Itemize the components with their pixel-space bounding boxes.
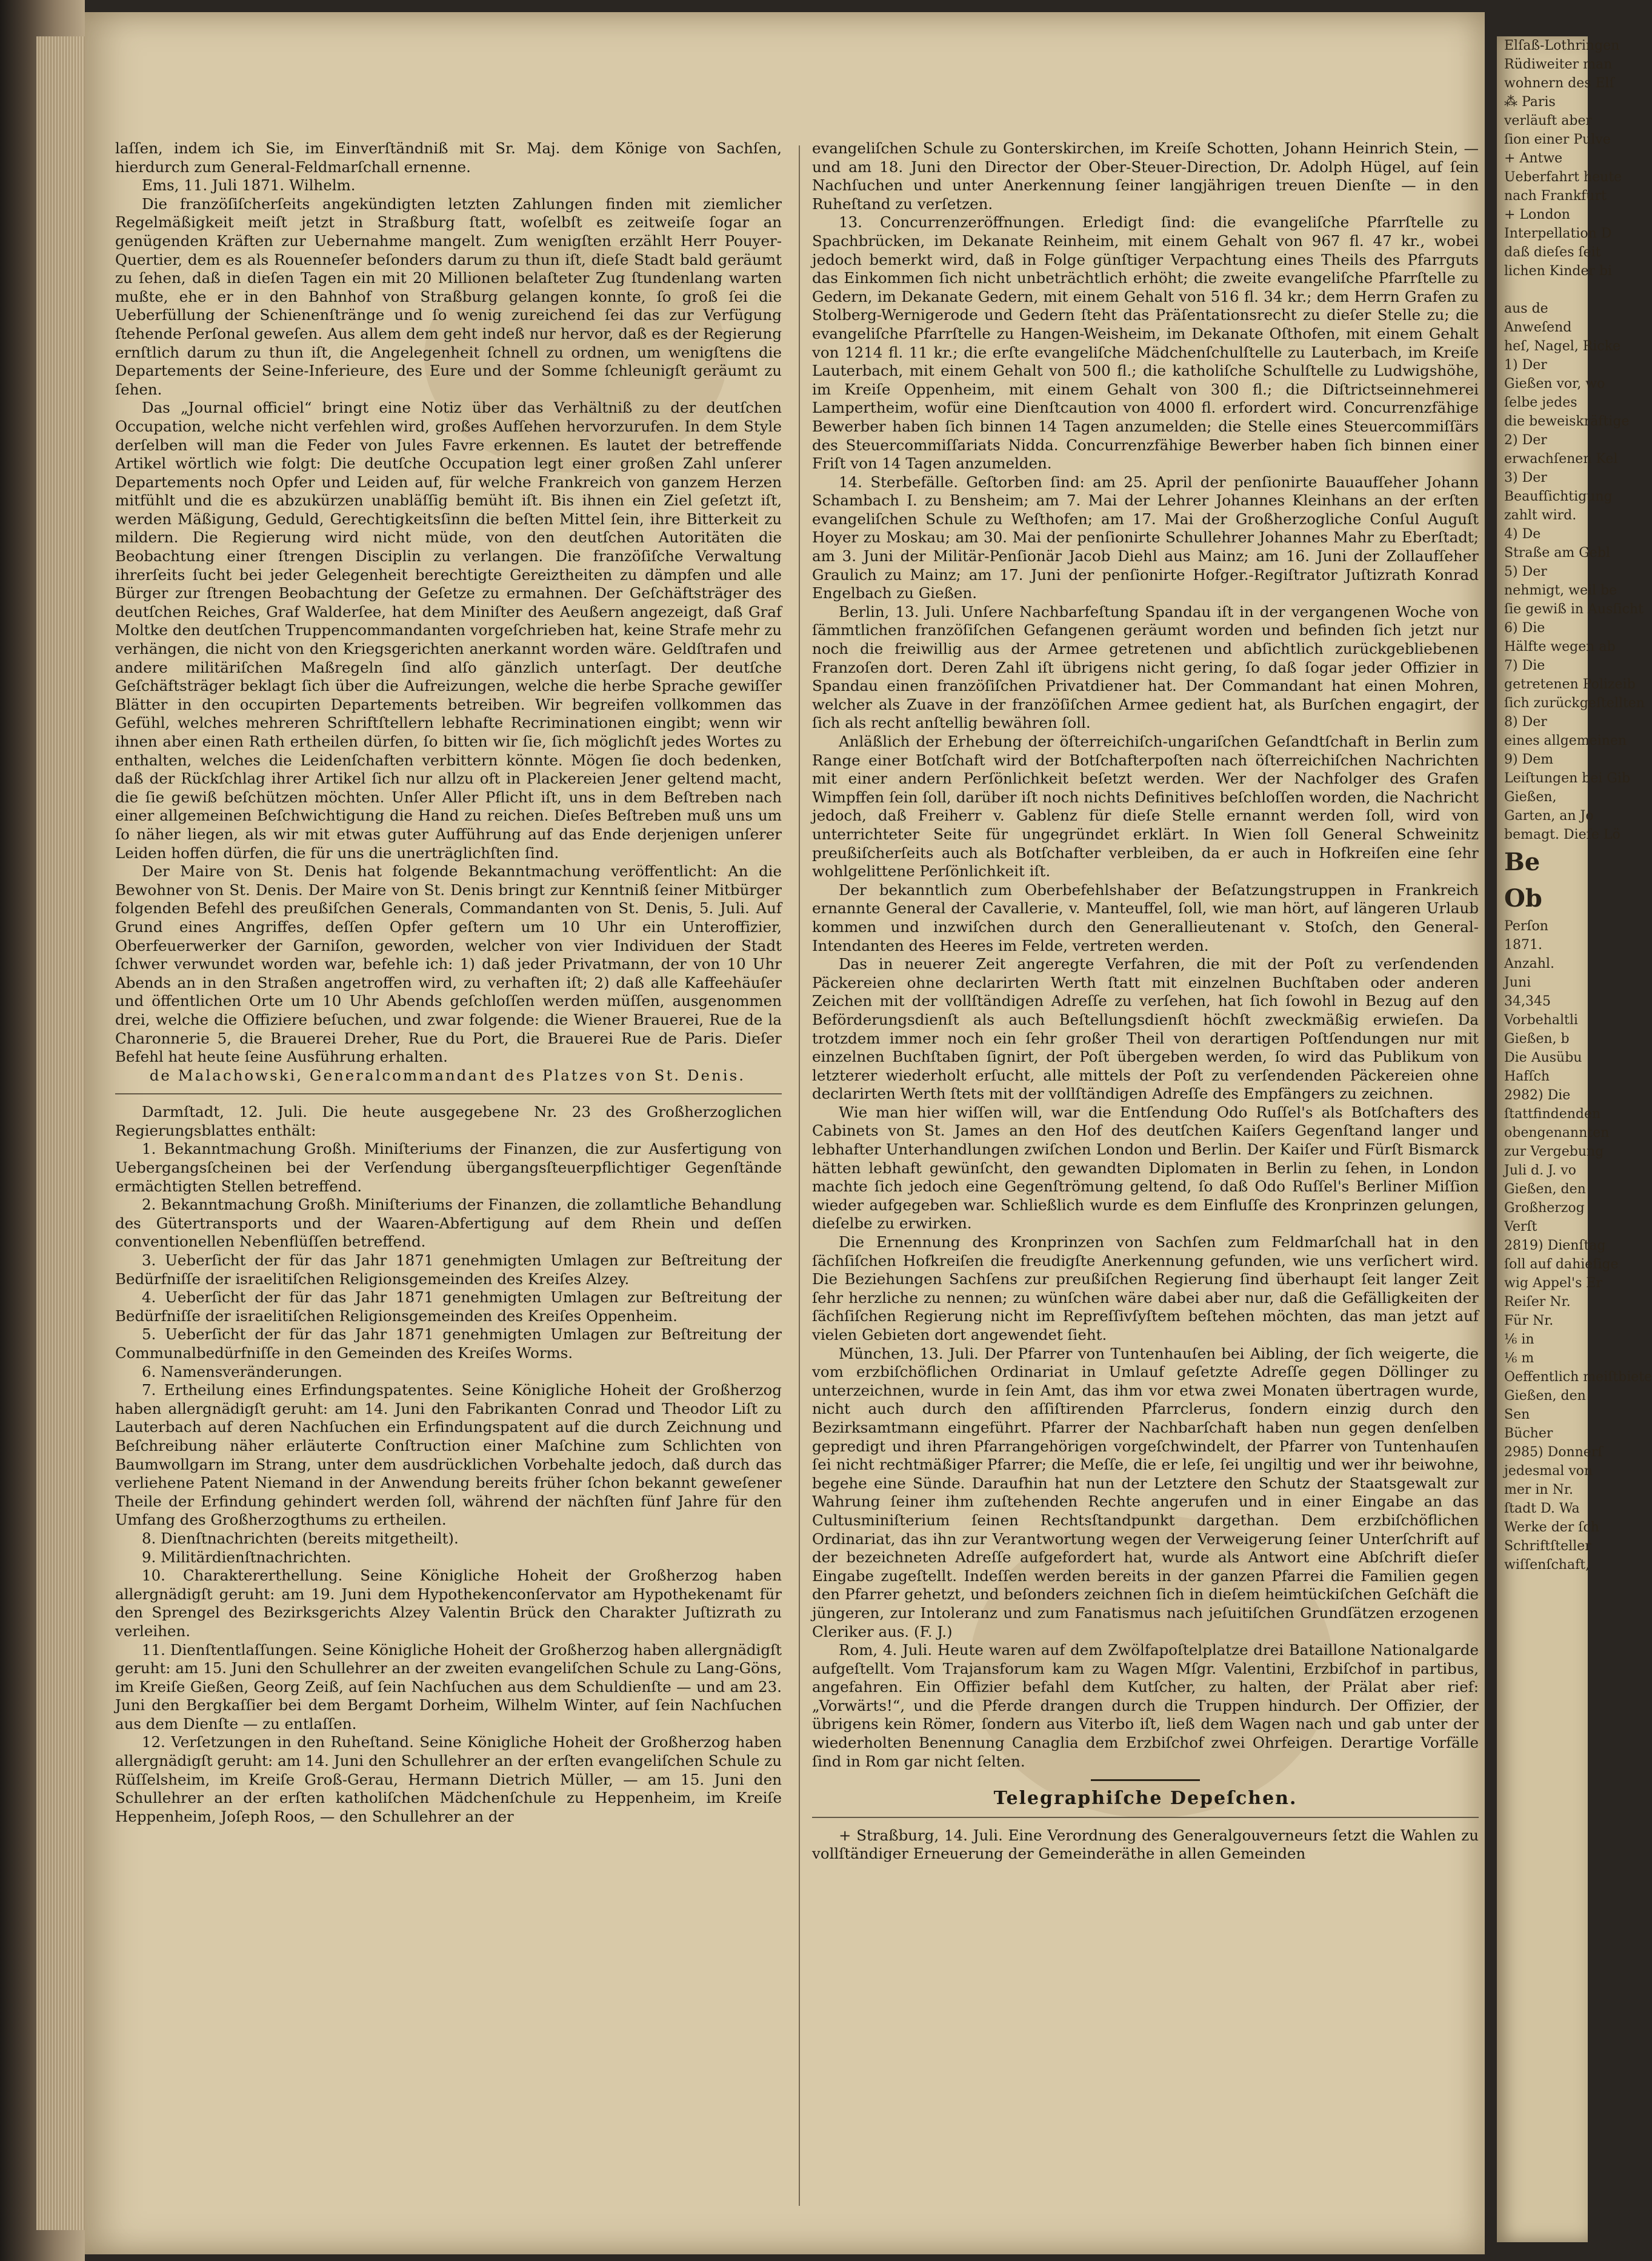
edge-text-fragment: [1497, 281, 1588, 299]
edge-text-fragment: Schriftſteller: [1504, 1539, 1591, 1554]
edge-text-fragment: 2985) Donnerſ: [1504, 1445, 1603, 1460]
edge-text-fragment: zahlt wird.: [1504, 508, 1577, 523]
edge-text-fragment: getretenen Polizeib: [1504, 677, 1636, 692]
edge-text-fragment: 8) Der: [1504, 714, 1547, 730]
edge-text-fragment: Perſon: [1504, 919, 1548, 934]
article-paragraph: 7. Ertheilung eines Erfindungspatentes. Seine Königliche Hoheit der Großherzog haben allergnädigſt geruht: am 14. Juni den Fabrikanten Conrad und Theodor Liſt zu Lauterbach auf deren Nachſuchen ein Erfindungspatent auf die durch Zeichnung und Beſchreibung näher erläuterte Conſtruction einer Maſchine zum Schlichten von Baumwollgarn im Strang, unter dem ausdrücklichen Vorbehalte jedoch, daß durch das verliehene Patent Niemand in der Anwendung bereits früher ſchon bekannt geweſener Theile der Erfindung gehindert werden ſoll, während der nächſten fünf Jahre für den Umfang des Großherzogthums zu ertheilen.: [115, 1381, 782, 1529]
article-paragraph: laſſen, indem ich Sie, im Einverſtändniß mit Sr. Maj. dem Könige von Sachſen, hierdurch zum General-Feldmarſchall ernenne.: [115, 139, 782, 176]
right-column: [812, 139, 1479, 1863]
edge-text-fragment: daß dieſes ſeit: [1504, 245, 1601, 260]
edge-text-fragment: mer in Nr.: [1504, 1482, 1573, 1497]
edge-text-fragment: ⅙ in: [1504, 1332, 1534, 1347]
article-paragraph: Die franzöſiſcherſeits angekündigten letzten Zahlungen finden mit ziemlicher Regelmäßigkeit meiſt jetzt in Straßburg ſtatt, woſelbſt es zeitweiſe ſogar an genügenden Kräften zur Uebernahme mangelt. Zum wenigſten erzählt Herr Pouyer-Quertier, dem es als Rouenneſer beſonders darum zu thun iſt, dieſe Stadt bald geräumt zu ſehen, daß in dieſen Tagen ein mit 20 Millionen belaſteter Zug ſtundenlang warten mußte, ehe er in den Bahnhof von Straßburg gelangen konnte, ſo groß ſei die Ueberfüllung der Schienenſtränge und ſo wenig zureichend ſei das zur Verfügung ſtehende Perſonal geweſen. Aus allem dem geht indeß nur hervor, daß es der Regierung ernſtlich darum zu thun iſt, die Angelegenheit ſchnell zu ordnen, um wenigſtens die Departements der Seine-Inferieure, des Eure und der Somme ſchleunigſt geräumt zu ſehen.: [115, 195, 782, 398]
edge-text-fragment: 2) Der: [1504, 433, 1547, 448]
edge-text-fragment: heſ, Nagel, Ricke: [1504, 339, 1621, 354]
edge-text-fragment: Anweſend: [1504, 320, 1572, 335]
adjacent-page-fragment: [1497, 36, 1652, 2242]
edge-text-fragment: 3) Der: [1504, 470, 1547, 485]
edge-text-fragment: 1871.: [1504, 937, 1542, 953]
edge-text-fragment: Juli d. J. vo: [1504, 1163, 1576, 1178]
edge-text-fragment: die beweiskräftige: [1504, 414, 1630, 429]
edge-text-fragment: Vorbehaltli: [1504, 1013, 1578, 1028]
article-paragraph: 6. Namensveränderungen.: [142, 1362, 342, 1380]
article-paragraph: 1. Bekanntmachung Großh. Miniſteriums der Finanzen, die zur Ausfertigung von Uebergangsſcheinen bei der Verſendung übergangsſteuerpflichtiger Gegenſtände ermächtigten Stellen betreffend.: [115, 1140, 782, 1195]
article-paragraph: 4. Ueberſicht der für das Jahr 1871 genehmigten Umlagen zur Beſtreitung der Bedürfniſſe der israelitiſchen Religionsgemeinden des Kreiſes Oppenheim.: [115, 1288, 782, 1325]
edge-text-fragment: Werke der ſch: [1504, 1520, 1599, 1535]
edge-text-fragment: 1) Der: [1504, 358, 1547, 373]
article-paragraph: 2. Bekanntmachung Großh. Miniſteriums der Finanzen, die zollamtliche Behandlung des Gütertransports und der Waaren-Abfertigung auf dem Rhein und deſſen conventionellen Nebenflüſſen betreffend.: [115, 1196, 782, 1251]
edge-text-fragment: 2819) Dienſtag: [1504, 1238, 1606, 1253]
section-heading: Telegraphiſche Depeſchen.: [993, 1788, 1297, 1810]
edge-text-fragment: nehmigt, weil be: [1504, 583, 1617, 598]
edge-text-fragment: ſoll auf dahieſige: [1504, 1257, 1619, 1272]
edge-text-fragment: bemagt. Dieſe Lö: [1504, 827, 1620, 842]
edge-text-fragment: Hälfte wegen ab: [1504, 639, 1616, 654]
article-paragraph: 5. Ueberſicht der für das Jahr 1871 genehmigten Umlagen zur Beſtreitung der Communalbedürfniſſe in den Gemeinden des Kreiſes Worms.: [115, 1325, 782, 1362]
edge-text-fragment: wiſſenſchaft,: [1504, 1557, 1590, 1573]
edge-text-fragment: Be: [1504, 848, 1540, 876]
article-paragraph: Die Ernennung des Kronprinzen von Sachſen zum Feldmarſchall hat in den ſächſiſchen Hofkreiſen die freudigſte Anerkennung gefunden, wie uns verſichert wird. Die Beziehungen Sachſens zur preußiſchen Regierung ſind überhaupt ſeit langer Zeit ſehr herzliche zu nennen; zu wünſchen wäre dabei aber nur, daß die Gefälligkeiten der ſächſiſchen Regierung nicht im Repreſſivſyſtem beſtehen möchten, das man jetzt auf vielen Gebieten dort angewendet ſieht.: [812, 1233, 1479, 1344]
article-paragraph: 11. Dienſtentlaſſungen. Seine Königliche Hoheit der Großherzog haben allergnädigſt geruht: am 15. Juni den Schullehrer an der zweiten evangeliſchen Schule zu Lang-Göns, im Kreiſe Gießen, Georg Zeiß, auf ſein Nachſuchen aus dem Schuldienſte — und am 23. Juni den Bergkaſſier bei dem Bergamt Dorheim, Wilhelm Winter, auf ſein Nachſuchen aus dem Dienſte — zu entlaſſen.: [115, 1640, 782, 1733]
edge-text-fragment: ſie gewiß in Ausſicht: [1504, 602, 1644, 617]
edge-text-fragment: wohnern des Elſ: [1504, 76, 1614, 91]
edge-text-fragment: + London: [1504, 207, 1570, 222]
edge-text-fragment: eines allgemeinen: [1504, 733, 1627, 748]
article-paragraph: 14. Sterbefälle. Geſtorben ſind: am 25. April der penſionirte Bauaufſeher Johann Schambach I. zu Bensheim; am 7. Mai der Lehrer Johannes Kleinhans an der erſten evangeliſchen Schule zu Weſthofen; am 17. Mai der Großherzogliche Conſul Auguſt Hoyer zu Moskau; am 30. Mai der penſionirte Schullehrer Johannes Mahr zu Eberſtadt; am 3. Juni der Militär-Penſionär Jacob Diehl aus Mainz; am 16. Juni der Zollaufſeher Graulich zu Mainz; am 17. Juni der penſionirte Hofger.-Regiſtrator Juſtizrath Konrad Engelbach zu Gießen.: [812, 473, 1479, 602]
article-paragraph: Das in neuerer Zeit angeregte Verfahren, die mit der Poſt zu verſendenden Päckereien ohne declarirten Werth ſtatt mit einzelnen Buchſtaben oder anderen Zeichen mit der vollſtändigen Adreſſe zu verſehen, hat ſich ſowohl in Bezug auf den Beförderungsdienſt als auch Beſtellungsdienſt höchſt zweckmäßig erwieſen. Da trotzdem immer noch ein ſehr großer Theil von derartigen Poſtſendungen nur mit einzelnen Buchſtaben ſignirt, der Poſt übergeben werden, ſo wird das Publikum von letzterer wiederholt erſucht, alle mittels der Poſt zu verſendenden Päckereien ohne declarirten Werth ſtets mit der vollſtändigen Adreſſe des Empfängers zu zeichnen.: [812, 955, 1479, 1103]
left-column: [115, 139, 782, 1826]
article-paragraph: Der Maire von St. Denis hat folgende Bekanntmachung veröffentlicht: An die Bewohner von St. Denis. Der Maire von St. Denis bringt zur Kenntniß ſeiner Mitbürger folgenden Befehl des preußiſchen Generals, Commandanten von St. Denis, 5. Juli. Auf Grund eines Angriffes, deſſen Opfer geſtern um 10 Uhr ein Unteroffizier, Oberfeuerwerker der Garniſon, geworden, welcher von vier Individuen der Stadt ſchwer verwundet worden war, befehle ich: 1) daß jeder Privatmann, der von 10 Uhr Abends an in den Straßen angetroffen wird, zu verhaften iſt; 2) daß alle Kaffeehäuſer und öffentlichen Orte um 10 Uhr Abends geſchloſſen werden müſſen, ausgenommen drei, welche die Offiziere beſuchen, und zwar folgende: die Wiener Brauerei, Rue de la Charonnerie 5, die Brauerei Dreher, Rue du Port, die Brauerei Rue de Paris. Dieſer Befehl hat heute ſeine Ausführung erhalten.: [115, 862, 782, 1066]
article-paragraph: Rom, 4. Juli. Heute waren auf dem Zwölfapoſtelplatze drei Bataillone Nationalgarde aufgeſtellt. Vom Trajansforum kam zu Wagen Mſgr. Valentini, Erzbiſchof in partibus, angefahren. Ein Offizier befahl dem Kutſcher, zu halten, der Prälat aber rief: „Vorwärts!“, und die Pferde drangen durch die Truppen hindurch. Der Offizier, der übrigens kein Römer, ſondern aus Viterbo iſt, ließ dem Wagen nach und gab unter der wiederholten Benennung Canaglia dem Erzbiſchof zwei Ohrfeigen. Derartige Vorfälle ſind in Rom gar nicht ſelten.: [812, 1641, 1479, 1770]
edge-text-fragment: Gießen,: [1504, 790, 1557, 805]
edge-text-fragment: obengenannten: [1504, 1125, 1610, 1140]
column-divider: [799, 145, 800, 2206]
edge-text-fragment: Garten, an Jo: [1504, 808, 1594, 824]
edge-text-fragment: lichen Kinder bi: [1504, 264, 1613, 279]
article-paragraph: 9. Militärdienſtnachrichten.: [142, 1548, 351, 1566]
edge-text-fragment: aus de: [1504, 301, 1548, 316]
article-paragraph: München, 13. Juli. Der Pfarrer von Tuntenhauſen bei Aibling, der ſich weigerte, die vom erzbiſchöflichen Ordinariat in Umlauf geſetzte Adreſſe gegen Döllinger zu unterzeichnen, wurde in ſein Amt, das ihm vor etwa zwei Monaten übertragen wurde, nicht auch durch den aſſiſtirenden Pfarrclerus, ſondern einzig durch den Bezirksamtmann eingeführt. Pfarrer der Nachbarſchaft haben nun gegen denſelben gepredigt und ihren Pfarrangehörigen vorgeſchwindelt, der Pfarrer von Tuntenhauſen ſei nicht rechtmäßiger Pfarrer; die Meſſe, die er leſe, ſei ungiltig und wer ihr beiwohne, begehe eine Sünde. Daraufhin hat nun der Letztere den Schutz der Staatsgewalt zur Wahrung ſeiner ihm zuſtehenden Rechte angerufen und in einer Eingabe an das Cultusminiſterium ſeinen Rechtsſtandpunkt dargethan. Dem erzbiſchöflichen Ordinariat, das ihn zur Verantwortung wegen der Verweigerung ſeiner Unterſchrift auf der bezeichneten Adreſſe aufgefordert hat, wurde als Antwort eine Abſchrift dieſer Eingabe zugeſtellt. Indeſſen werden bereits in der ganzen Pfarrei die Familien gegen den Pfarrer gehetzt, und beſonders zeichnen ſich in dieſem heimtückiſchen Geſchäft die jüngeren, zur Intoleranz und zum Fanatismus nach jeſuitiſchen Grundſätzen erzogenen Cleriker aus. (F. J.): [812, 1344, 1479, 1640]
edge-text-fragment: ſion einer Pulve: [1504, 132, 1611, 147]
edge-text-fragment: 4) De: [1504, 527, 1541, 542]
edge-text-fragment: ſelbe jedes: [1504, 395, 1577, 410]
article-paragraph: Wie man hier wiſſen will, war die Entſendung Odo Ruſſel's als Botſchafters des Cabinets von St. James an den Hof des deutſchen Kaiſers Gegenſtand langer und lebhafter Unterhandlungen zwiſchen London und Berlin. Der Kaiſer und Fürſt Bismarck hätten lebhaft gewünſcht, den gewandten Diplomaten in Berlin zu ſehen, in London machte ſich jedoch eine Gegenſtrömung geltend, ſo daß Odo Ruſſel's Berliner Miſſion wieder aufgegeben war. Schließlich wurde es dem Einfluſſe des Kronprinzen gelungen, dieſelbe zu erwirken.: [812, 1103, 1479, 1233]
edge-text-fragment: Beaufſichtigung: [1504, 489, 1613, 504]
section-rule: [1091, 1779, 1200, 1781]
article-paragraph: Berlin, 13. Juli. Unſere Nachbarfeſtung Spandau iſt in der vergangenen Woche von ſämmtlichen franzöſiſchen Gefangenen geräumt worden und befinden ſich jetzt nur noch die freiwillig aus der Armee getretenen und abſichtlich zurückgebliebenen Franzoſen dort. Deren Zahl iſt übrigens nicht gering, ſo daß ſogar jeder Offizier in Spandau einen franzöſiſchen Privatdiener hat. Der Commandant hat einen Mohren, welcher als Zuave in der franzöſiſchen Armee gedient hat, als Burſchen engagirt, der ſich als recht anſtellig bewähren ſoll.: [812, 602, 1479, 732]
article-paragraph: Darmſtadt, 12. Juli. Die heute ausgegebene Nr. 23 des Großherzoglichen Regierungsblattes enthält:: [115, 1103, 782, 1139]
page-stack-edge: [36, 36, 91, 2230]
edge-text-fragment: 9) Dem: [1504, 752, 1554, 767]
edge-text-fragment: Anzahl.: [1504, 956, 1554, 971]
article-paragraph: 13. Concurrenzeröffnungen. Erledigt ſind: die evangeliſche Pfarrſtelle zu Spachbrücken, im Dekanate Reinheim, mit einem Gehalt von 967 fl. 47 kr., wobei jedoch bemerkt wird, daß in Folge günſtiger Verpachtung eines Theils des Pfarrguts das Einkommen ſich nicht unbeträchtlich erhöht; die zweite evangeliſche Pfarrſtelle zu Gedern, im Dekanate Gedern, mit einem Gehalt von 516 fl. 34 kr.; dem Herrn Grafen zu Stolberg-Wernigerode und Gedern ſteht das Präſentationsrecht zu dieſer Stelle zu; die evangeliſche Pfarrſtelle zu Hangen-Weisheim, im Dekanate Oſthofen, mit einem Gehalt von 1214 fl. 11 kr.; die erſte evangeliſche Mädchenſchulſtelle zu Lauterbach, im Kreiſe Lauterbach, mit einem Gehalt von 500 fl.; die katholiſche Schulſtelle zu Ludwigshöhe, im Kreiſe Oppenheim, mit einem Gehalt von 300 fl.; die Diſtrictseinnehmerei Lampertheim, wofür eine Dienſtcaution von 4000 fl. erfordert wird. Concurrenzfähige Bewerber haben ſich binnen 14 Tagen anzumelden; die Stelle eines Steuercommiſſärs des Steuercommiſſariats Nidda. Concurrenzfähige Bewerber haben ſich binnen einer Friſt von 14 Tagen anzumelden.: [812, 213, 1479, 473]
edge-text-fragment: Leiſtungen bei Gib: [1504, 771, 1631, 786]
article-paragraph: + Straßburg, 14. Juli. Eine Verordnung des Generalgouverneurs ſetzt die Wahlen zu vollſtändiger Erneuerung der Gemeinderäthe in allen Gemeinden: [812, 1826, 1479, 1863]
edge-text-fragment: Gießen vor, wo: [1504, 376, 1605, 391]
edge-text-fragment: Ueberfahrt heute: [1504, 170, 1622, 185]
edge-text-fragment: jedesmal von: [1504, 1463, 1593, 1479]
edge-text-fragment: Gießen, den: [1504, 1182, 1586, 1197]
article-paragraph: 12. Verſetzungen in den Ruheſtand. Seine Königliche Hoheit der Großherzog haben allergnädigſt geruht: am 14. Juni den Schullehrer an der erſten evangeliſchen Schule zu Rüſſelsheim, im Kreiſe Groß-Gerau, Hermann Dietrich Müller, — am 15. Juni den Schullehrer an der erſten katholiſchen Mädchenſchule zu Heppenheim, im Kreiſe Heppenheim, Joſeph Roos, — den Schullehrer an der: [115, 1733, 782, 1825]
edge-text-fragment: + Antwe: [1504, 151, 1563, 166]
edge-text-fragment: Gießen, den: [1504, 1388, 1586, 1404]
edge-text-fragment: Die Ausübu: [1504, 1050, 1582, 1065]
edge-text-fragment: Hafſch: [1504, 1069, 1550, 1084]
article-paragraph: Ems, 11. Juli 1871. Wilhelm.: [142, 176, 356, 195]
edge-text-fragment: ſich zurückgeſtellten: [1504, 696, 1645, 711]
edge-text-fragment: ⁂ Paris: [1504, 95, 1556, 110]
edge-text-fragment: Rüdiweiter man: [1504, 57, 1613, 72]
edge-text-fragment: Interpellation D: [1504, 226, 1612, 241]
edge-text-fragment: Juni: [1504, 975, 1531, 990]
section-separator: [812, 1817, 1479, 1818]
edge-text-fragment: Ob: [1504, 884, 1542, 913]
edge-text-fragment: ⅙ m: [1504, 1351, 1534, 1366]
edge-text-fragment: Großherzog: [1504, 1200, 1585, 1216]
edge-text-fragment: Sen: [1504, 1407, 1530, 1422]
edge-text-fragment: zur Vergebung: [1504, 1144, 1604, 1159]
edge-text-fragment: Oeffentlich meiſtbiete: [1504, 1370, 1652, 1385]
article-paragraph: de Malachowski, Generalcommandant des Platzes von St. Denis.: [149, 1066, 745, 1084]
edge-text-fragment: 2982) Die: [1504, 1088, 1571, 1103]
edge-text-fragment: verläuft aber: [1504, 113, 1592, 128]
article-paragraph: Das „Journal officiel“ bringt eine Notiz über das Verhältniß zu der deutſchen Occupation, welche nicht verfehlen wird, großes Aufſehen hervorzurufen. In dem Style derſelben will man die Feder von Jules Favre erkennen. Es lautet der betreffende Artikel wörtlich wie folgt: Die deutſche Occupation legt einer großen Zahl unſerer Departements noch Opfer und Leiden auf, für welche Frankreich von ganzem Herzen mitfühlt und die es abzukürzen unabläſſig bemüht iſt. Bis ihnen ein Ziel geſetzt iſt, werden Mäßigung, Geduld, Gerechtigkeitsſinn die beſten Mittel ſein, ihre Bitterkeit zu mildern. Die Regierung wird nicht müde, von den deutſchen Autoritäten die Beobachtung einer ſtrengen Disciplin zu verlangen. Die franzöſiſche Verwaltung ihrerſeits ſucht bei jeder Gelegenheit berechtigte Gereiztheiten zu dämpfen und alle Bürger zur ſtrengen Beobachtung der Geſetze zu ermahnen. Der Geſchäftsträger des deutſchen Reiches, Graf Walderſee, hat dem Miniſter des Aeußern angezeigt, daß Graf Moltke den deutſchen Truppencommandanten vorgeſchrieben hat, keine Strafe mehr zu verhängen, die nicht von den Kriegsgerichten anerkannt worden wäre. Geldſtrafen und andere militäriſchen Maßregeln ſind alſo gänzlich unterſagt. Der deutſche Geſchäftsträger beklagt ſich über die Aufreizungen, welche die herbe Sprache gewiſſer Blätter in den occupirten Departements betreiben. Wir begreifen vollkommen das Gefühl, welches mehreren Schriftſtellern lebhafte Recriminationen eingibt; wenn wir ihnen aber einen Rath ertheilen dürfen, ſo bitten wir ſie, ſich möglichſt jedes Wortes zu enthalten, welches die Leidenſchaften verbittern könnte. Mögen ſie doch bedenken, daß der Rückſchlag ihrer Artikel ſich nur allzu oft in Plackereien Jener geltend macht, die ſie gewiß beſchützen möchten. Unſer Aller Pflicht iſt, uns in dem Beſtreben nach einer allgemeinen Beſchwichtigung die Hand zu reichen. Dieſes Beſtreben muß uns um ſo näher liegen, als wir mit etwas guter Aufführung auf das Ende derjenigen unſerer Leiden hoffen dürfen, die für uns die unerträglichſten ſind.: [115, 399, 782, 862]
edge-text-fragment: 34,345: [1504, 994, 1551, 1009]
article-paragraph: evangeliſchen Schule zu Gonterskirchen, im Kreiſe Schotten, Johann Heinrich Stein, — und am 18. Juni den Director der Ober-Steuer-Direction, Dr. Adolph Hügel, auf ſein Nachſuchen und unter Anerkennung ſeiner langjährigen treuen Dienſte — in den Ruheſtand zu verſetzen.: [812, 139, 1479, 213]
article-paragraph: 10. Charaktererthellung. Seine Königliche Hoheit der Großherzog haben allergnädigſt geruht: am 19. Juni dem Hypothekenconſervator am Hypothekenamt für den Sprengel des Bezirksgerichts Alzey Valentin Brück den Charakter Juſtizrath zu verleihen.: [115, 1567, 782, 1640]
edge-text-fragment: ſtattfindenden: [1504, 1107, 1601, 1122]
edge-text-fragment: erwachſenen Kel: [1504, 451, 1618, 467]
edge-text-fragment: Elſaß-Lothringen: [1504, 38, 1620, 53]
edge-text-fragment: wig Appel's Er: [1504, 1276, 1602, 1291]
article-paragraph: Anläßlich der Erhebung der öſterreichiſch-ungariſchen Geſandtſchaft in Berlin zum Range einer Botſchaft wird der Botſchafterpoſten nach öſterreichiſchen Nachrichten mit einer andern Perſönlichkeit beſetzt werden. Wer der Nachfolger des Grafen Wimpffen ſein ſoll, darüber iſt noch nichts Definitives beſchloſſen worden, die Nachricht jedoch, daß Freiherr v. Gablenz für dieſe Stelle ernannt werden ſoll, wird von unterrichteter Seite für ungegründet erklärt. In Wien ſoll General Schweinitz preußiſcherſeits auch als Botſchafter verbleiben, da er auch in Hofkreiſen eine ſehr wohlgelittene Perſönlichkeit iſt.: [812, 733, 1479, 881]
edge-text-fragment: 6) Die: [1504, 621, 1545, 636]
edge-text-fragment: Reiſer Nr.: [1504, 1294, 1571, 1310]
article-paragraph: 3. Ueberſicht der für das Jahr 1871 genehmigten Umlagen zur Beſtreitung der Bedürfniſſe der israelitiſchen Religionsgemeinden des Kreiſes Alzey.: [115, 1251, 782, 1288]
article-paragraph: Der bekanntlich zum Oberbefehlshaber der Beſatzungstruppen in Frankreich ernannte General der Cavallerie, v. Manteuffel, ſoll, wie man hört, auf längeren Urlaub kommen und inzwiſchen durch den Generallieutenant v. Stoſch, den General-Intendanten des Heeres im Felde, vertreten werden.: [812, 881, 1479, 954]
section-separator: [115, 1093, 782, 1094]
edge-text-fragment: Gießen, b: [1504, 1031, 1570, 1047]
article-paragraph: 8. Dienſtnachrichten (bereits mitgetheilt).: [142, 1529, 459, 1547]
edge-text-fragment: Verſt: [1504, 1219, 1537, 1234]
edge-text-fragment: Bücher: [1504, 1426, 1553, 1441]
edge-text-fragment: Straße am Gebl: [1504, 545, 1610, 561]
edge-text-fragment: ſtadt D. Wa: [1504, 1501, 1580, 1516]
edge-text-fragment: Für Nr.: [1504, 1313, 1554, 1328]
edge-text-fragment: nach Frankfurt: [1504, 188, 1607, 204]
edge-text-fragment: 7) Die: [1504, 658, 1545, 673]
edge-text-fragment: 5) Der: [1504, 564, 1547, 579]
